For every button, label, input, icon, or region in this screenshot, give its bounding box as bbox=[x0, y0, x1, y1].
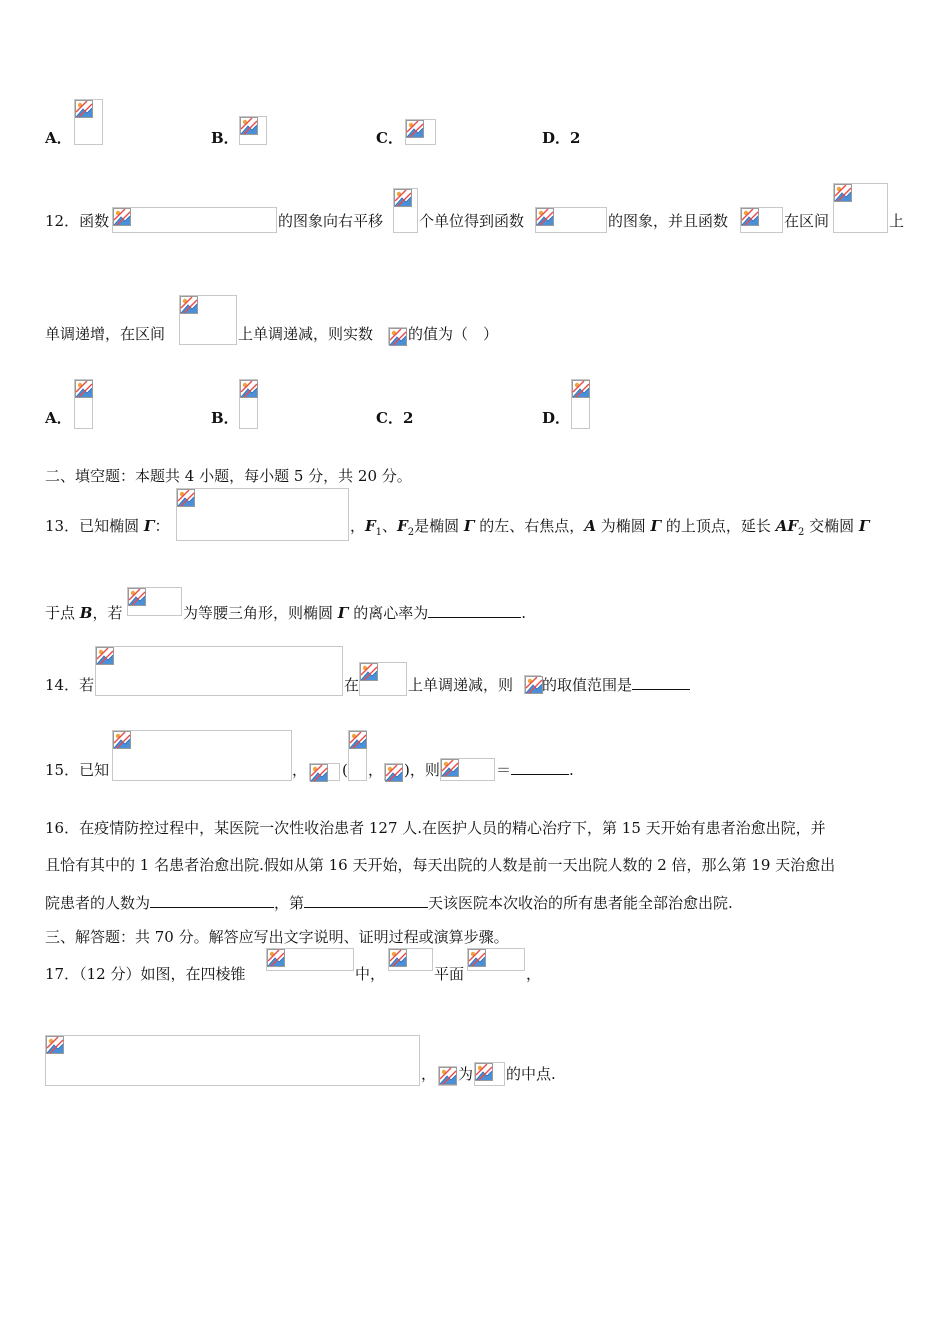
q12-text: 上 bbox=[889, 212, 905, 230]
broken-image-icon bbox=[360, 663, 378, 681]
formula-image bbox=[524, 675, 541, 694]
broken-image-icon bbox=[441, 759, 459, 777]
broken-image-icon bbox=[267, 949, 285, 967]
q13-line2: 于点 B，若 bbox=[45, 604, 123, 622]
section-heading-fill-in: 二、填空题：本题共 4 小题，每小题 5 分，共 20 分。 bbox=[45, 467, 412, 485]
formula-image bbox=[440, 758, 495, 781]
q12-option-c: C．2 bbox=[376, 409, 414, 427]
q12-option-a: A． bbox=[45, 409, 72, 427]
q12-text: 个单位得到函数 bbox=[419, 212, 525, 230]
broken-image-icon bbox=[75, 100, 93, 118]
formula-image bbox=[388, 327, 407, 345]
formula-image bbox=[266, 948, 354, 971]
formula-image bbox=[309, 763, 340, 781]
formula-image bbox=[112, 207, 277, 233]
formula-image bbox=[348, 730, 367, 781]
q16-line2: 且恰有其中的 1 名患者治愈出院.假如从第 16 天开始，每天出院的人数是前一天出院人数的 2 倍，那么第 19 天治愈出 bbox=[45, 856, 836, 874]
formula-image bbox=[740, 207, 783, 233]
formula-image bbox=[393, 188, 418, 233]
q17-text: ， bbox=[421, 1065, 437, 1083]
q14-text: 在 bbox=[344, 676, 360, 694]
answer-blank[interactable] bbox=[632, 675, 690, 690]
q17-text: 平面 bbox=[434, 965, 465, 983]
q12-text: 的图象向右平移 bbox=[278, 212, 384, 230]
formula-image bbox=[45, 1035, 420, 1086]
q15-text: ( bbox=[342, 761, 348, 779]
broken-image-icon bbox=[834, 184, 852, 202]
q12-option-b: B． bbox=[211, 409, 239, 427]
q15-prefix: 15．已知 bbox=[45, 761, 110, 779]
broken-image-icon bbox=[310, 764, 328, 782]
q11-option-b: B． bbox=[211, 129, 239, 147]
q13-line1-rest: ，$F_1$、$F_2$是椭圆 Γ 的左、右焦点，A 为椭圆 Γ 的上顶点，延长 $AF_2$ 交椭圆 Γ bbox=[350, 517, 870, 538]
q15-text: ＝ . bbox=[496, 761, 574, 779]
formula-image bbox=[438, 1066, 457, 1086]
broken-image-icon bbox=[389, 949, 407, 967]
formula-image bbox=[388, 948, 433, 971]
q14-text: 的取值范围是 bbox=[542, 675, 690, 695]
q12-line2: 单调递增，在区间 bbox=[45, 325, 166, 343]
q15-text: )，则 bbox=[404, 761, 440, 779]
formula-image bbox=[74, 99, 103, 145]
q17-text: 中， bbox=[355, 965, 386, 983]
broken-image-icon bbox=[113, 208, 131, 226]
formula-image bbox=[112, 730, 292, 781]
formula-image bbox=[95, 646, 343, 696]
q12-text: 在区间 bbox=[784, 212, 830, 230]
broken-image-icon bbox=[525, 676, 543, 694]
q11-option-c: C． bbox=[376, 129, 403, 147]
q15-text: ， bbox=[292, 761, 308, 779]
q17-text: 的中点. bbox=[506, 1065, 556, 1083]
broken-image-icon bbox=[180, 296, 198, 314]
q17-text: 为 bbox=[458, 1065, 474, 1083]
answer-blank[interactable] bbox=[304, 893, 428, 908]
q11-option-d: D．2 bbox=[542, 129, 581, 147]
broken-image-icon bbox=[349, 731, 367, 749]
q16-line1: 16．在疫情防控过程中，某医院一次性收治患者 127 人.在医护人员的精心治疗下，第 15 天开始有患者治愈出院，并 bbox=[45, 819, 826, 837]
broken-image-icon bbox=[394, 189, 412, 207]
broken-image-icon bbox=[475, 1063, 493, 1081]
broken-image-icon bbox=[536, 208, 554, 226]
q12-line2: 上单调递减，则实数 bbox=[238, 325, 374, 343]
q14-text: 上单调递减，则 bbox=[408, 676, 514, 694]
broken-image-icon bbox=[385, 764, 403, 782]
broken-image-icon bbox=[113, 731, 131, 749]
q15-text: ， bbox=[368, 761, 384, 779]
formula-image bbox=[833, 183, 888, 233]
q12-line2: 的值为（ ） bbox=[408, 325, 499, 343]
broken-image-icon bbox=[96, 647, 114, 665]
broken-image-icon bbox=[240, 380, 258, 398]
formula-image bbox=[127, 587, 182, 616]
answer-blank[interactable] bbox=[150, 893, 274, 908]
q14-prefix: 14．若 bbox=[45, 676, 95, 694]
formula-image bbox=[571, 379, 590, 429]
broken-image-icon bbox=[741, 208, 759, 226]
broken-image-icon bbox=[406, 120, 424, 138]
q13-line2-rest: 为等腰三角形，则椭圆 Γ 的离心率为 . bbox=[183, 604, 526, 622]
formula-image bbox=[176, 488, 349, 541]
section-heading-solutions: 三、解答题：共 70 分。解答应写出文字说明、证明过程或演算步骤。 bbox=[45, 928, 509, 946]
formula-image bbox=[239, 116, 267, 145]
broken-image-icon bbox=[177, 489, 195, 507]
formula-image bbox=[384, 763, 403, 781]
broken-image-icon bbox=[439, 1067, 457, 1085]
q12-text: 的图象，并且函数 bbox=[608, 212, 729, 230]
formula-image bbox=[359, 662, 407, 696]
formula-image bbox=[74, 379, 93, 429]
formula-image bbox=[467, 948, 525, 971]
broken-image-icon bbox=[389, 328, 407, 346]
broken-image-icon bbox=[572, 380, 590, 398]
q17-text: ， bbox=[526, 965, 542, 983]
q16-line3: 院患者的人数为 ，第 天该医院本次收治的所有患者能全部治愈出院. bbox=[45, 894, 733, 912]
formula-image bbox=[535, 207, 607, 233]
broken-image-icon bbox=[128, 588, 146, 606]
broken-image-icon bbox=[468, 949, 486, 967]
answer-blank[interactable] bbox=[511, 760, 569, 775]
q17-prefix: 17．（12 分）如图，在四棱锥 bbox=[45, 965, 246, 983]
answer-blank[interactable] bbox=[428, 603, 521, 618]
q13-line1: 13．已知椭圆 Γ： bbox=[45, 517, 170, 535]
broken-image-icon bbox=[46, 1036, 64, 1054]
formula-image bbox=[474, 1062, 505, 1086]
broken-image-icon bbox=[240, 117, 258, 135]
formula-image bbox=[179, 295, 237, 345]
q12-prefix: 12．函数 bbox=[45, 212, 110, 230]
q11-option-a: A． bbox=[45, 129, 72, 147]
broken-image-icon bbox=[75, 380, 93, 398]
formula-image bbox=[405, 119, 436, 145]
q12-option-d: D． bbox=[542, 409, 571, 427]
formula-image bbox=[239, 379, 258, 429]
